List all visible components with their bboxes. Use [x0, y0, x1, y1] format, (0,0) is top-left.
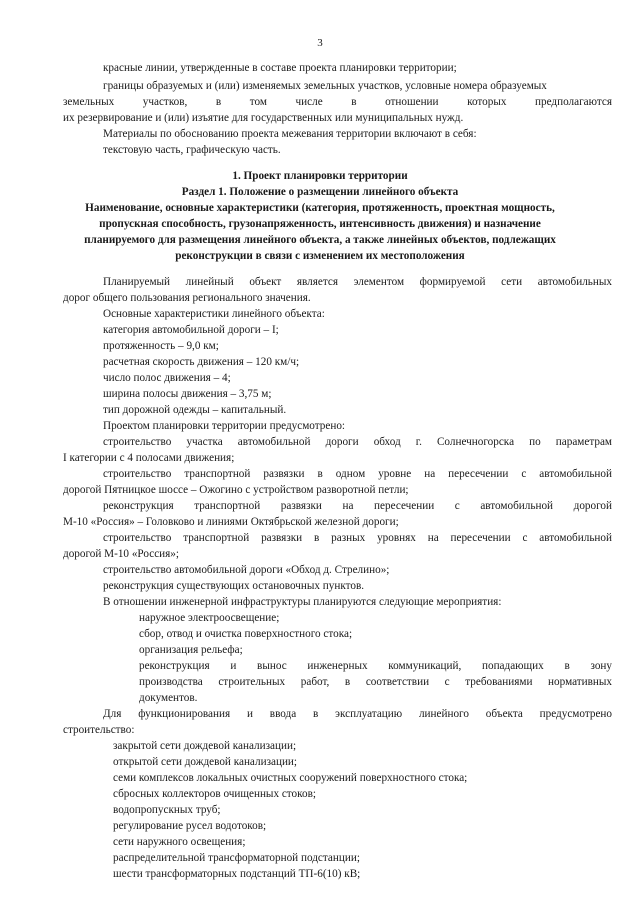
body-line: семи комплексов локальных очистных сооружений поверхностного стока;	[113, 772, 468, 784]
page-number: 3	[317, 37, 323, 49]
body-line: распределительной трансформаторной подстанции;	[113, 852, 360, 864]
body-line: дорогой Пятницкое шоссе – Ожогино с устройством разворотной петли;	[63, 484, 409, 496]
body-line: расчетная скорость движения – 120 км/ч;	[103, 356, 300, 368]
body-line: организация рельефа;	[139, 644, 243, 656]
intro-line: текстовую часть, графическую часть.	[103, 144, 281, 156]
intro-line: их резервирование и (или) изъятие для государственных или муниципальных нужд.	[63, 112, 464, 124]
body-line: В отношении инженерной инфраструктуры планируются следующие мероприятия:	[103, 596, 502, 608]
body-line: I категории с 4 полосами движения;	[63, 452, 235, 464]
section-heading: Наименование, основные характеристики (категория, протяженность, проектная мощность,	[85, 202, 555, 214]
body-line: документов.	[139, 692, 198, 704]
section-heading: планируемого для размещения линейного объекта, а также линейных объектов, подлежащих	[84, 234, 556, 246]
intro-line: Материалы по обоснованию проекта межевания территории включают в себя:	[103, 128, 477, 140]
body-line: число полос движения – 4;	[103, 372, 231, 384]
body-line: строительство:	[63, 724, 135, 736]
body-line: закрытой сети дождевой канализации;	[113, 740, 297, 752]
body-line: реконструкция и вынос инженерных коммуникаций, попадающих в зону	[139, 660, 612, 672]
body-line: регулирование русел водотоков;	[113, 820, 267, 832]
section-heading: пропускная способность, грузонапряженность, интенсивность движения) и назначение	[99, 218, 541, 230]
body-line: М-10 «Россия» – Головково и линиями Октябрьской железной дороги;	[63, 516, 399, 528]
body-line: строительство участка автомобильной дороги обход г. Солнечногорска по параметрам	[103, 436, 612, 448]
body-line: категория автомобильной дороги – I;	[103, 324, 279, 336]
body-line: дорог общего пользования регионального значения.	[63, 292, 311, 304]
body-line: протяженность – 9,0 км;	[103, 340, 219, 352]
intro-line: земельных участков, в том числе в отношении которых предполагаются	[63, 96, 612, 108]
body-line: дорогой М-10 «Россия»;	[63, 548, 179, 560]
section-heading: Раздел 1. Положение о размещении линейного объекта	[181, 186, 459, 198]
body-line: Основные характеристики линейного объекта:	[103, 308, 325, 320]
body-line: шести трансформаторных подстанций ТП-6(10) кВ;	[113, 868, 361, 880]
body-line: тип дорожной одежды – капитальный.	[103, 404, 287, 416]
body-line: водопропускных труб;	[113, 804, 221, 816]
body-line: производства строительных работ, в соответствии с требованиями нормативных	[139, 676, 612, 688]
body-line: сети наружного освещения;	[113, 836, 246, 848]
intro-line: красные линии, утвержденные в составе проекта планировки территории;	[103, 62, 457, 74]
body-line: сбросных коллекторов очищенных стоков;	[113, 788, 316, 800]
body-line: строительство транспортной развязки в одном уровне на пересечении с автомобильной	[103, 468, 612, 480]
intro-line: границы образуемых и (или) изменяемых земельных участков, условные номера образуемых	[103, 80, 547, 92]
body-line: строительство транспортной развязки в разных уровнях на пересечении с автомобильной	[103, 532, 612, 544]
body-line: сбор, отвод и очистка поверхностного стока;	[139, 628, 353, 640]
body-line: открытой сети дождевой канализации;	[113, 756, 298, 768]
section-heading: 1. Проект планировки территории	[232, 170, 408, 182]
body-line: реконструкция транспортной развязки на пересечении с автомобильной дорогой	[103, 500, 612, 512]
body-line: Для функционирования и ввода в эксплуатацию линейного объекта предусмотрено	[103, 708, 612, 720]
body-line: реконструкция существующих остановочных пунктов.	[103, 580, 365, 592]
section-heading: реконструкции в связи с изменением их местоположения	[175, 250, 465, 262]
body-line: Проектом планировки территории предусмотрено:	[103, 420, 346, 432]
body-line: наружное электроосвещение;	[139, 612, 280, 624]
body-line: ширина полосы движения – 3,75 м;	[103, 388, 272, 400]
body-line: Планируемый линейный объект является элементом формируемой сети автомобильных	[103, 276, 612, 288]
body-line: строительство автомобильной дороги «Обход д. Стрелино»;	[103, 564, 390, 576]
